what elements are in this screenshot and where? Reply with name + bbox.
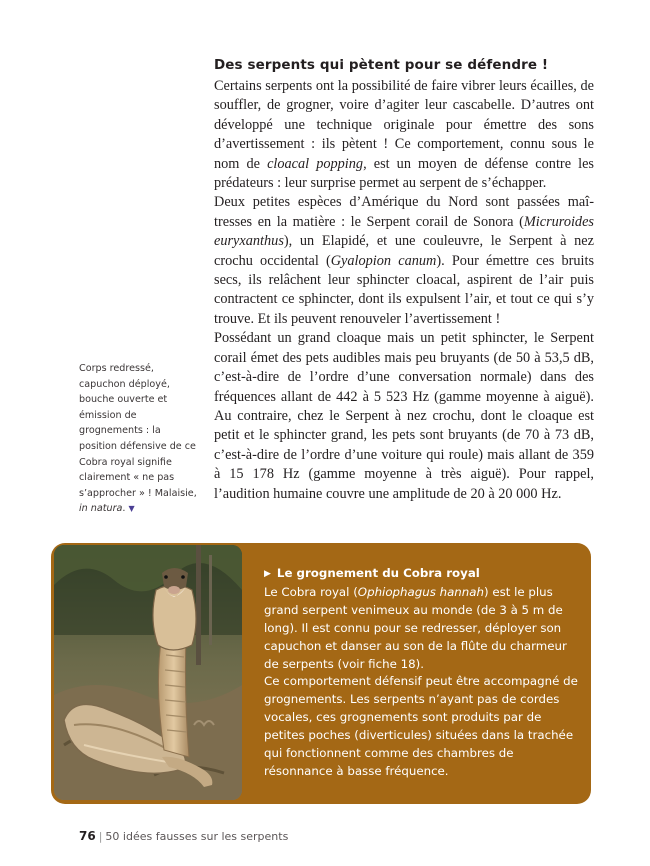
caption-text: Corps redressé, capuchon déployé, bouche ouverte et émission de grognements : la position défensive de ce Cobra royal signifie clairement « ne pas s’approcher » ! Malaisie, (79, 363, 197, 499)
book-title: 50 idées fausses sur les serpents (105, 830, 289, 843)
species-name-ophiophagus: Ophiophagus hannah (357, 584, 484, 599)
paragraph-2-text-end: ). Pour émettre ces bruits secs, ils relâchent leur sphincter cloacal, aspirent de l’air puis contractent ce sphincter, dont ils expulsent l’air, et tout ce qui s’y trouve. Et ils peuvent renouveler l’avertissement ! (214, 252, 595, 327)
info-box-text (264, 565, 582, 781)
info-box-text-rest: ) est le plus grand serpent venimeux au monde (de 3 à 5 m de long). Il est connu pour se redresser, déployer son capuchon et danser au son de la flûte du charmeur de serpents (voir fiche 18). (264, 584, 567, 671)
section-heading: Des serpents qui pètent pour se défendre ! (214, 57, 549, 73)
caption-italic: in natura (79, 503, 123, 515)
info-box-paragraph-1 (264, 584, 582, 674)
page-number: 76 (79, 829, 96, 843)
article-body (214, 77, 594, 504)
footer-separator: | (98, 830, 103, 843)
info-box-paragraph-2: Ce comportement défensif peut être accompagné de grognements. Les serpents n’ayant pas de cordes vocales, ces grognements sont produits par de petites poches (diverticules) situées dans la trachée qui fonctionnent comme des chambres de résonnance à basse fréquence. (264, 674, 578, 778)
caption-end: . (122, 503, 126, 515)
paragraph-2 (214, 193, 594, 329)
photo-caption (79, 361, 197, 517)
paragraph-2-text: Deux petites espèces d’Amérique du Nord sont passées maî-tresses en la matière : le Serpent corail de Sonora ( (214, 194, 594, 230)
species-name-micruroides: Micruroides euryxanthus (214, 213, 594, 250)
paragraph-1-text: Certains serpents ont la possibilité de faire vibrer leurs écailles, de souffler, de grogner, voire d’agiter leur cascabelle. D’autres ont développé une technique originale pour émettre des sons d’avertissement : ils pètent ! Ce comportement, connu sous le nom de (214, 78, 594, 172)
info-box-text-start: Le Cobra royal ( (264, 584, 358, 599)
paragraph-2-text-mid: ), un Elapidé, et une couleuvre, le Serpent à nez crochu occidental ( (214, 233, 594, 269)
species-name-gyalopion: Gyalopion canum (330, 252, 437, 269)
paragraph-1-text-end: , est un moyen de défense contre les prédateurs : leur surprise permet au serpent de s’échapper. (214, 155, 594, 192)
page-footer (79, 829, 288, 843)
term-cloacal-popping: cloacal popping (267, 155, 364, 172)
caption-marker-icon: ▼ (128, 504, 135, 514)
paragraph-1 (214, 77, 594, 193)
triangle-arrow-icon: ▶ (264, 569, 271, 579)
info-box-title (264, 565, 582, 584)
info-box-title-text: Le grognement du Cobra royal (276, 566, 480, 580)
paragraph-3: Possédant un grand cloaque mais un petit sphincter, le Serpent corail émet des pets audibles mais peu bruyants (de 50 à 53,5 dB, c’est-à-dire de l’ordre d’une conversation normale) dans des fréquences allant de 442 à 5 523 Hz (gamme moyenne à aiguë). Au contraire, chez le Serpent à nez crochu, dont le cloaque est petit et le sphincter grand, les pets sont bruyants (de 70 à 73 dB, c’est-à-dire de l’ordre d’une voiture qui roule) mais allant de 359 à 15 178 Hz (gamme moyenne à très aiguë). Pour rappel, l’audition humaine couvre une amplitude de 20 à 20 000 Hz. (214, 330, 594, 502)
king-cobra-illustration (54, 545, 242, 800)
king-cobra-photo (54, 545, 242, 800)
